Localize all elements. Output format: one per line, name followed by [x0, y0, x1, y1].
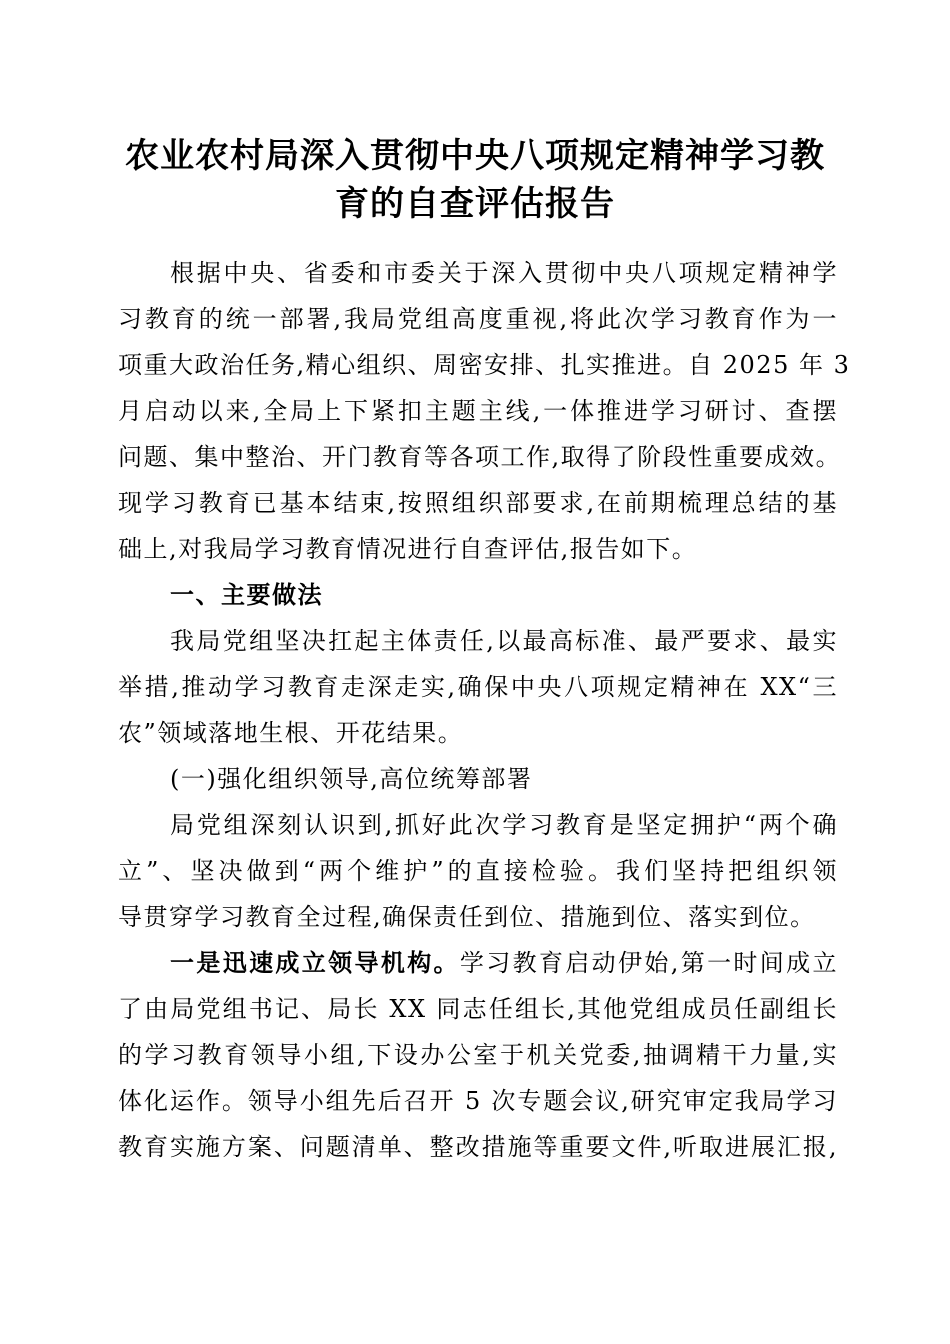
body-paragraph: [118, 802, 838, 940]
subsection-heading: [118, 756, 838, 802]
paragraph-line: [118, 940, 838, 986]
paragraph-line: 我局党组坚决扛起主体责任,以最高标准、最严要求、最实: [170, 627, 838, 655]
subsection-heading-text: (一)强化组织领导,高位统筹部署: [170, 765, 533, 793]
section-heading: [118, 572, 838, 618]
paragraph-line: 局党组深刻认识到,抓好此次学习教育是坚定拥护“两个确: [170, 811, 838, 839]
paragraph-line: 导贯穿学习教育全过程,确保责任到位、措施到位、落实到位。: [118, 903, 816, 931]
title-line-1: 农业农村局深入贯彻中央八项规定精神学习教: [125, 136, 825, 176]
paragraph-line: 了由局党组书记、局长 XX 同志任组长,其他党组成员任副组长: [118, 995, 838, 1023]
intro-paragraph: [118, 250, 851, 572]
paragraph-line: 举措,推动学习教育走深走实,确保中央八项规定精神在 XX“三: [118, 673, 838, 701]
paragraph-line: 项重大政治任务,精心组织、周密安排、扎实推进。自 2025 年 3: [118, 351, 851, 379]
body-paragraph: [118, 940, 838, 1170]
document-title: [100, 132, 850, 228]
paragraph-line: 教育实施方案、问题清单、整改措施等重要文件,听取进展汇报,: [118, 1133, 838, 1161]
paragraph-line: 础上,对我局学习教育情况进行自查评估,报告如下。: [118, 535, 698, 563]
paragraph-line: 现学习教育已基本结束,按照组织部要求,在前期梳理总结的基: [118, 489, 838, 517]
paragraph-line: 问题、集中整治、开门教育等各项工作,取得了阶段性重要成效。: [118, 443, 842, 471]
paragraph-lead-rest: 学习教育启动伊始,第一时间成立: [459, 949, 838, 977]
paragraph-line: 月启动以来,全局上下紧扣主题主线,一体推进学习研讨、查摆: [118, 397, 838, 425]
paragraph-line: 立”、坚决做到“两个维护”的直接检验。我们坚持把组织领: [118, 857, 838, 885]
paragraph-line: 的学习教育领导小组,下设办公室于机关党委,抽调精干力量,实: [118, 1041, 838, 1069]
section-heading-text: 一、主要做法: [170, 581, 323, 609]
body-paragraph: [118, 618, 838, 756]
paragraph-line: 体化运作。领导小组先后召开 5 次专题会议,研究审定我局学习: [118, 1087, 838, 1115]
paragraph-lead: 一是迅速成立领导机构。: [170, 948, 460, 977]
paragraph-line: 习教育的统一部署,我局党组高度重视,将此次学习教育作为一: [118, 305, 838, 333]
document-body: [118, 250, 851, 1170]
paragraph-line: 农”领域落地生根、开花结果。: [118, 719, 464, 747]
paragraph-line: 根据中央、省委和市委关于深入贯彻中央八项规定精神学: [170, 259, 838, 287]
title-line-2: 育的自查评估报告: [335, 184, 615, 224]
